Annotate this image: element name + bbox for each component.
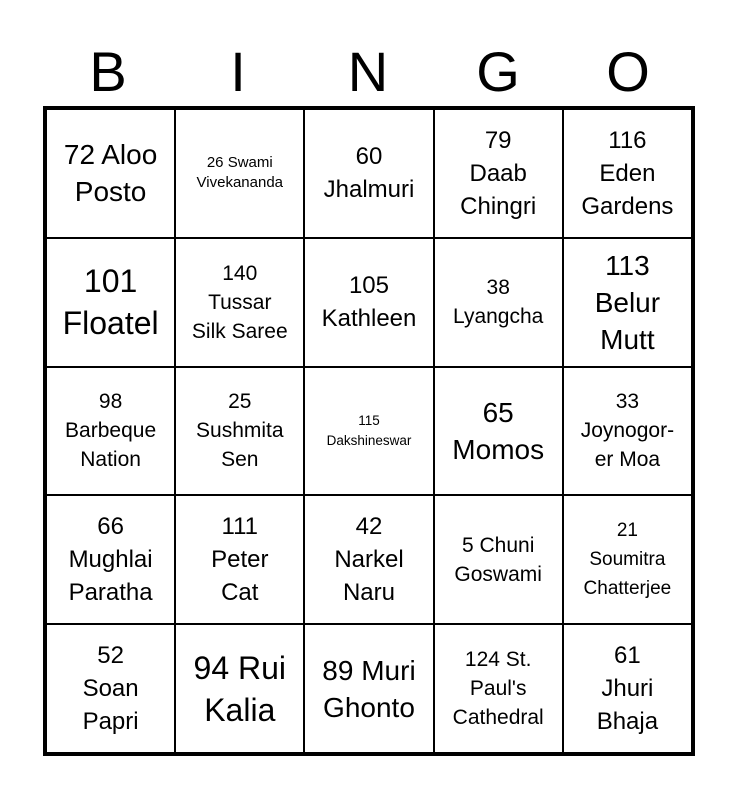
header-letter-g: G [476,40,520,103]
bingo-cell[interactable] [434,238,563,367]
cell-text: 105 Kathleen [321,272,417,333]
bingo-cell[interactable] [434,495,563,624]
cell-text: 79 Daab Chingri [460,126,537,220]
header-letter-i: I [230,40,246,103]
cell-text: 26 Swami Vivekananda [196,154,284,192]
cell-text: 42 Narkel Naru [334,513,404,607]
cell-text: 115 Dakshineswar [326,412,412,448]
cell-text: 124 St. Paul's Cathedral [452,648,544,730]
cell-text: 66 Mughlai Paratha [68,513,153,607]
bingo-cell[interactable] [304,238,433,367]
cell-text: 25 Sushmita Sen [196,390,284,472]
bingo-cell[interactable] [46,367,175,496]
bingo-cell[interactable] [434,367,563,496]
cell-text: 89 Muri Ghonto [322,654,416,723]
bingo-cell[interactable] [46,238,175,367]
bingo-cell[interactable] [175,109,304,238]
cell-text: 33 Joynogor- er Moa [580,390,675,472]
bingo-cell[interactable] [304,495,433,624]
bingo-cell[interactable] [434,624,563,753]
cell-text: 38 Lyangcha [453,276,544,329]
header-letter-b: B [89,40,127,103]
header-letter-n: N [347,40,389,103]
cell-text: 111 Peter Cat [211,513,269,607]
header-letter-o: O [606,40,650,103]
cell-text: 113 Belur Mutt [594,249,661,355]
cell-text: 94 Rui Kalia [193,649,287,728]
bingo-cell[interactable] [46,624,175,753]
cell-text: 72 Aloo Posto [63,139,158,208]
bingo-cell[interactable] [46,109,175,238]
bingo-cell[interactable] [563,367,692,496]
cell-text: 98 Barbeque Nation [65,390,157,472]
bingo-cell[interactable] [563,624,692,753]
bingo-cell[interactable] [304,367,433,496]
bingo-cell[interactable] [304,624,433,753]
bingo-header [43,38,693,106]
cell-text: 60 Jhalmuri [323,143,415,204]
bingo-card [43,106,695,756]
bingo-cell[interactable] [175,495,304,624]
cell-text: 52 Soan Papri [82,642,139,736]
bingo-cell[interactable] [175,238,304,367]
cell-text: 116 Eden Gardens [581,126,674,220]
cell-text: 140 Tussar Silk Saree [191,261,288,343]
cell-text: 21 Soumitra Chatterjee [583,520,672,600]
cell-text: 61 Jhuri Bhaja [596,642,659,736]
bingo-cell[interactable] [563,109,692,238]
bingo-cell[interactable] [434,109,563,238]
bingo-cell[interactable] [563,495,692,624]
bingo-cell[interactable] [175,624,304,753]
bingo-cell[interactable] [46,495,175,624]
bingo-cell[interactable] [304,109,433,238]
cell-text: 5 Chuni Goswami [454,533,542,586]
bingo-cell[interactable] [175,367,304,496]
cell-text: 101 Floatel [62,263,159,342]
bingo-cell[interactable] [563,238,692,367]
cell-text: 65 Momos [452,396,545,465]
